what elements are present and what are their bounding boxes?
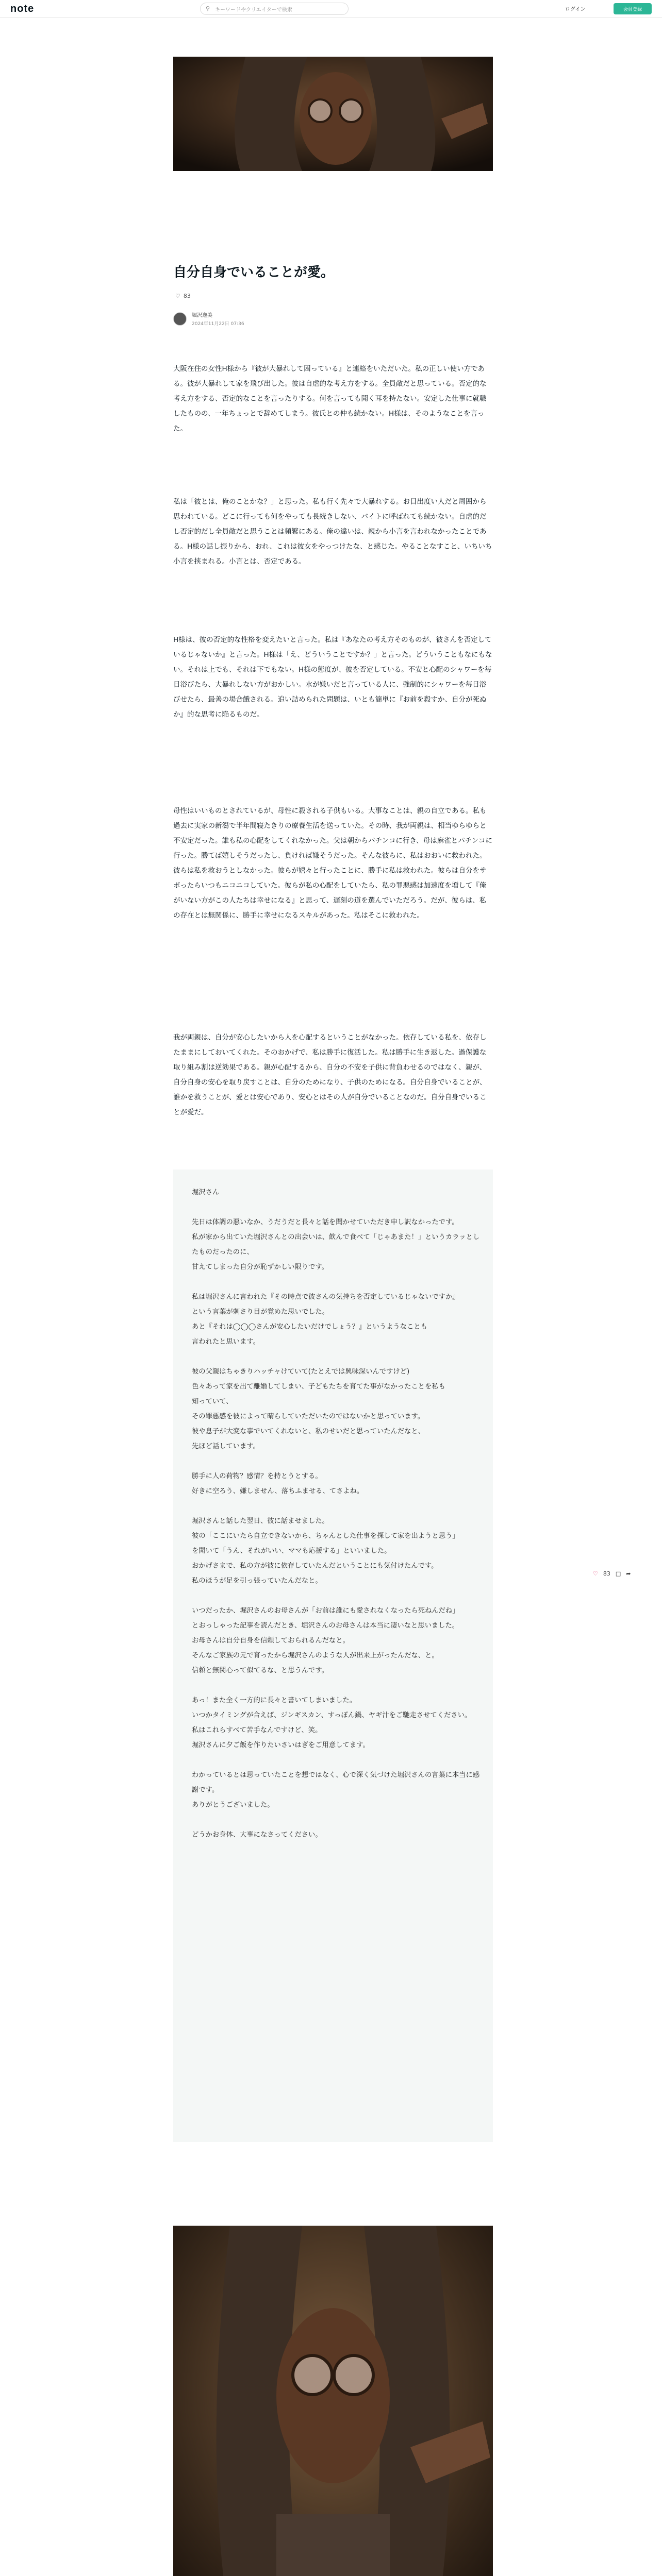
hero-image (173, 57, 493, 171)
heart-icon[interactable]: ♡ (593, 1570, 598, 1577)
like-summary[interactable] (175, 293, 191, 299)
hero-photo (173, 57, 493, 171)
comment-icon[interactable]: □ (615, 1570, 621, 1577)
search-placeholder: キーワードやクリエイターで検索 (215, 7, 292, 13)
search-icon: ⚲ (206, 5, 210, 12)
heart-outline-icon: ♡ (175, 293, 180, 299)
second-photo (173, 2226, 493, 2576)
top-header (0, 0, 662, 18)
note-logo[interactable]: note (10, 3, 35, 14)
login-link[interactable]: ログイン (565, 7, 586, 12)
letter-text: 堀沢さん 先日は体調の悪いなか、うだうだと長々と話を聞かせていただき申し訳なかったです。 私が家から出ていた堀沢さんとの出会いは、飲んで食べて「じゃあまた！」というカラッとしたものだったのに、 甘えてしまった自分が恥ずかしい限りです。 私は堀沢さんに言われた『その時点で彼さんの気持ちを否定しているじゃないですか』 という言葉が刺さり目が覚めた思いでした。 あと『それは◯◯◯さんが安心したいだけでしょう？』というようなことも 言われたと思います。 彼の父親はちゃきりハッチャけていて(たとえでは興味深いんですけど) 色々あって家を出て離婚してしまい、子どもたちを育てた事がなかったことを私も 知っていて、 その罪悪感を彼によって晴らしていただいたのではないかと思っています。 彼や息子が大変な事でいてくれないと、私のせいだと思っていたんだなと、 先ほど話しています。 勝手に人の荷物？感情？を持とうとする。 好きに空ろう、嫌しません、落ちふませる、てさよね。 堀沢さんと話した翌日、彼に話ませました。 彼の「ここにいたら自立できないから、ちゃんとした仕事を探して家を出ようと思う」 を聞いて「うん、それがいい、ママも応援する」といいました。 おかげさまで、私の方が彼に依存していたんだということにも気付けたんです。 私のほうが足を引っ張っていたんだなと。 いつだったか、堀沢さんのお母さんが「お前は誰にも愛されなくなったら死ねんだね」 とおっしゃった記事を読んだとき、堀沢さんのお母さんは本当に凄いなと思いました。 お母さんは自分自身を信頼しておられるんだなと。 そんなご家族の元で育ったから堀沢さんのような人が出来上がったんだな、と。 信頼と無関心って似てるな、と思うんです。 あっ！また全く一方的に長々と書いてしまいました。 いつかタイミングが合えば、ジンギスカン、すっぽん鍋、ヤギ汁をご馳走させてください。 私はこれらすべて苦手なんですけど、笑。 堀沢さんに夕ご飯を作りたいさいはぎをご用意してます。 わかっているとは思っていたことを想ではなく、心で深く気づけた堀沢さんの言葉に本当に感謝です。 ありがとうございました。 どうかお身体、大事になさってください。 (192, 1189, 480, 1839)
quoted-letter (173, 1170, 493, 2142)
signup-button[interactable]: 会員登録 (614, 3, 652, 14)
like-count: 83 (183, 293, 191, 299)
article-title: 自分自身でいることが愛。 (173, 265, 335, 280)
author-row[interactable] (173, 311, 244, 327)
second-image (173, 2226, 493, 2576)
paragraph-4: 母性はいいものとされているが、母性に殺される子供もいる。大事なことは、親の自立である。私も過去に実家の新潟で半年間寝たきりの療養生活を送っていた。その時、我が両親は、相当ゆらゆらと不安定だった。誰も私の心配をしてくれなかった。父は朝からパチンコに行き、母は麻雀とパチンコに行った。勝てば嬉しそうだったし、負ければ嫌そうだった。そんな彼らに、私はおおいに救われた。彼らは私を救おうとしなかった。彼らが嬉々と行ったことに、勝手に私は救われた。彼らは自分をサボったらいつもニコニコしていた。彼らが私の心配をしていたら、私の罪悪感は加速度を増して『俺がいない方がこの人たちは幸せになる』と思って、遅刻の道を選んでいただろう。だが、彼らは、私の存在とは無関係に、勝手に幸せになるスキルがあった。私はそこに救われた。 (173, 807, 493, 920)
paragraph-5: 我が両親は、自分が安心したいから人を心配するということがなかった。依存している私を、依存したままにしておいてくれた。そのおかげで、私は勝手に復活した。私は勝手に生き返した。過保護な取り組み割は逆効果である。親が心配するから、自分の不安を子供に背負わせるのではなく、親が、自分自身の安心を取り戻すことは、自分のためになり、子供のためになる。自分自身でいることが、誰かを救うことが、愛とは安心であり、安心とはその人が自分でいることなのだ。自分自身でいることが愛だ。 (173, 1033, 487, 1116)
publish-date: 2024年11月22日 07:36 (192, 321, 244, 327)
search-input[interactable] (200, 3, 349, 15)
author-name[interactable]: 堀沢逸美 (192, 313, 212, 318)
share-icon[interactable]: ➦ (626, 1570, 631, 1577)
author-avatar[interactable] (173, 312, 187, 326)
side-like-count: 83 (603, 1570, 610, 1577)
paragraph-2: 私は「彼とは、俺のことかな？」と思った。私も行く先々で大暴れする。お目出度い人だと周囲から思われている。どこに行っても何をやっても長続きしない、バイトに呼ばれても続かない。自虐的だし否定的だし全員敵だと思うことは頻繁にある。俺の違いは、親から小言を言われなかったことである。H様の話し振りから、おれ、これは彼女をやっつけたな、と感じた。やることなすこと、いちいち小言を挟まれる。小言とは、否定である。 (173, 498, 492, 566)
paragraph-3: H様は、彼の否定的な性格を変えたいと言った。私は『あなたの考え方そのものが、彼さんを否定しているじゃないか』と言った。H様は「え、どういうことですか？」と言った。どういうこともなにもない。それは上でも、それは下でもない。H様の態度が、彼を否定している。不安と心配のシャワーを毎日浴びたら、大暴れしない方がおかしい。水が嫌いだと言っている人に、強制的にシャワーを毎日浴びせたら、最善の場合餓される。追い詰められた問題は、いとも簡単に『お前を殺すか、自分が死ぬか』的な思考に陥るものだ。 (173, 636, 492, 719)
floating-actions (593, 1570, 631, 1577)
paragraph-1: 大阪在住の女性H様から『彼が大暴れして困っている』と連絡をいただいた。私の正しい使い方である。彼が大暴れして家を飛び出した。彼は自虐的な考え方をする。全員敵だと思っている。否定的な考え方をする、否定的なことを言ったりする。何を言っても聞く耳を持たない。安定した仕事に就職したものの、一年ちょっとで辞めてしまう。彼氏との仲も続かない。H様は、そのようなことを言った。 (173, 365, 487, 433)
